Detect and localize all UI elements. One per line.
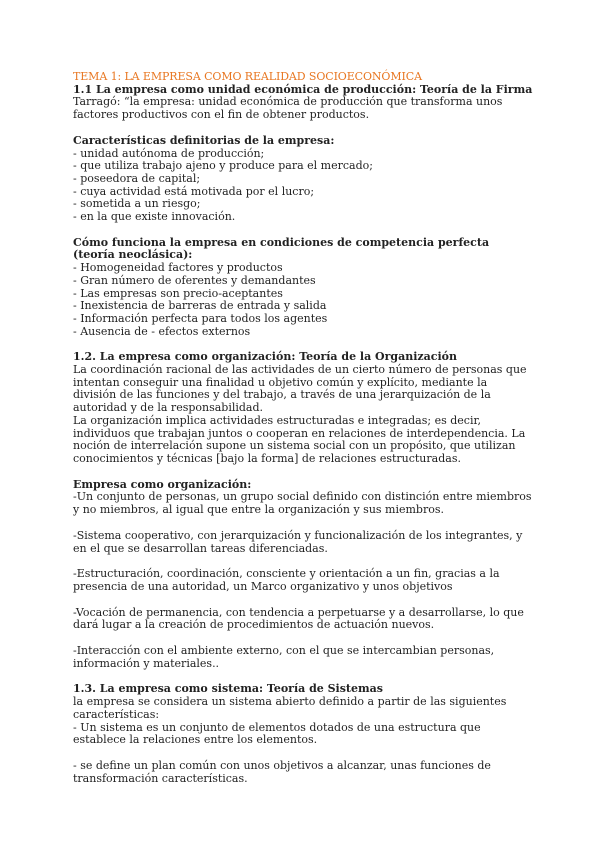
section-1-1-intro: Tarragó: “la empresa: unidad económica de producción que transforma unos factores productivos con el fin de obtener productos.: [73, 95, 503, 122]
competition-heading: Cómo funciona la empresa en condiciones de competencia perfecta (teoría neoclásica):: [73, 235, 490, 262]
organization-point: -Estructuración, coordinación, consciente y orientación a un fin, gracias a la presencia de una autoridad, un Marco organizativo y unos objetivos: [73, 567, 500, 593]
section-1-2-paragraph: La coordinación racional de las actividades de un cierto número de personas que intentan conseguir una finalidad u objetivo común y explícito, mediante la división de las funciones y del trabajo, a través de una jerarquización de la autoridad y de la responsabilidad.: [73, 363, 527, 415]
list-item: - sometida a un riesgo;: [73, 197, 201, 211]
document-title: TEMA 1: LA EMPRESA COMO REALIDAD SOCIOECONÓMICA: [73, 70, 422, 83]
document-page: [73, 71, 533, 785]
list-item: - Ausencia de - efectos externos: [73, 324, 251, 338]
organization-heading: Empresa como organización:: [73, 477, 252, 491]
system-point: - se define un plan común con unos objetivos a alcanzar, unas funciones de transformación características.: [73, 758, 491, 785]
system-point: - Un sistema es un conjunto de elementos dotados de una estructura que establece la relaciones entre los elementos.: [73, 720, 481, 747]
list-item: - cuya actividad está motivada por el lucro;: [73, 184, 315, 198]
list-item: - que utiliza trabajo ajeno y produce para el mercado;: [73, 159, 373, 173]
section-1-3-heading: 1.3. La empresa como sistema: Teoría de Sistemas: [73, 682, 383, 696]
list-item: - Las empresas son precio-aceptantes: [73, 286, 283, 300]
section-1-1-heading: 1.1 La empresa como unidad económica de producción: Teoría de la Firma: [73, 82, 533, 96]
characteristics-heading: Características definitorias de la empresa:: [73, 133, 335, 147]
list-item: - unidad autónoma de producción;: [73, 146, 265, 160]
list-item: - Inexistencia de barreras de entrada y salida: [73, 299, 327, 313]
section-1-2-paragraph: La organización implica actividades estructuradas e integradas; es decir, individuos que trabajan juntos o cooperan en relaciones de interdependencia. La noción de interrelación supone un sistema social con un propósito, que utilizan conocimientos y técnicas [bajo la forma] de relaciones estructuradas.: [73, 413, 526, 465]
characteristics-list: [73, 148, 533, 224]
organization-point: -Un conjunto de personas, un grupo social definido con distinción entre miembros y no miembros, al igual que entre la organización y sus miembros.: [73, 490, 532, 517]
list-item: - en la que existe innovación.: [73, 210, 236, 224]
section-1-3-intro: la empresa se considera un sistema abierto definido a partir de las siguientes características:: [73, 695, 507, 721]
list-item: - Homogeneidad factores y productos: [73, 261, 283, 275]
organization-point: -Sistema cooperativo, con jerarquización y funcionalización de los integrantes, y en el que se desarrollan tareas diferenciadas.: [73, 528, 523, 555]
organization-point: -Vocación de permanencia, con tendencia a perpetuarse y a desarrollarse, lo que dará lugar a la creación de procedimientos de actuación nuevos.: [73, 605, 524, 632]
organization-point: -Interacción con el ambiente externo, con el que se intercambian personas, información y materiales..: [73, 644, 495, 670]
list-item: - Información perfecta para todos los agentes: [73, 311, 328, 325]
list-item: - poseedora de capital;: [73, 171, 201, 185]
list-item: - Gran número de oferentes y demandantes: [73, 273, 316, 287]
competition-list: [73, 262, 533, 338]
section-1-2-heading: 1.2. La empresa como organización: Teoría de la Organización: [73, 350, 458, 364]
